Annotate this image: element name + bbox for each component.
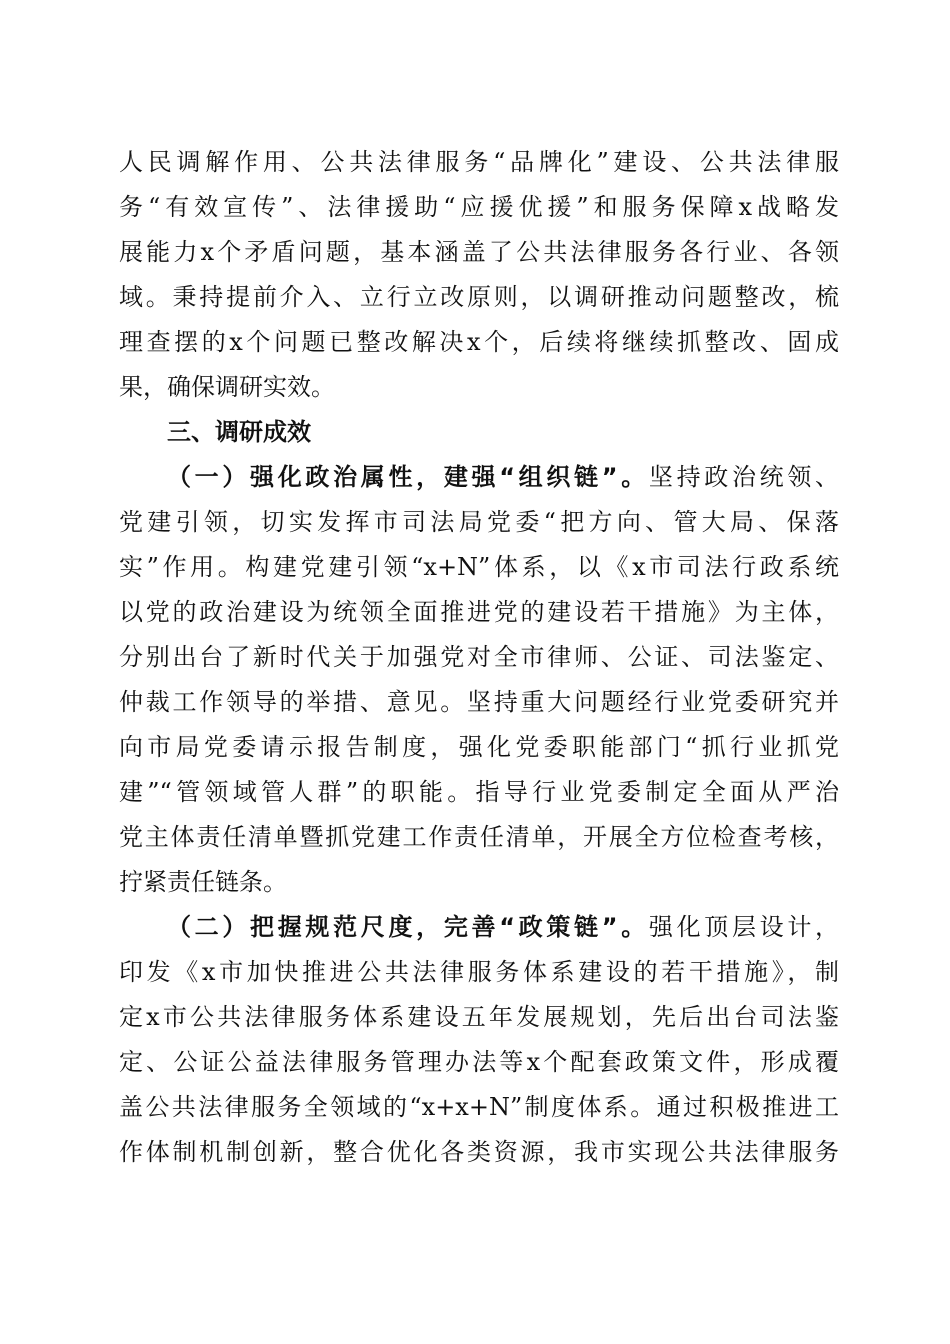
sub1-line-1: 党建引领，切实发挥市司法局党委“把方向、管大局、保落 <box>119 508 839 536</box>
sub2-lead: （二）把握规范尺度，完善“政策链”。 <box>167 913 649 941</box>
sub1-line-6: 向市局党委请示报告制度，强化党委职能部门“抓行业抓党 <box>119 733 839 761</box>
sub1-line-7: 建”“管领域管人群”的职能。指导行业党委制定全面从严治 <box>119 778 839 806</box>
document-body <box>119 140 839 1175</box>
para1-line-6: 果，确保调研实效。 <box>119 373 335 401</box>
sub2-first-rest: 强化顶层设计， <box>648 913 840 941</box>
sub1-lead: （一）强化政治属性，建强“组织链”。 <box>167 463 649 491</box>
para1-line-3: 展能力x个矛盾问题，基本涵盖了公共法律服务各行业、各领 <box>119 238 839 266</box>
para1-line-2: 务“有效宣传”、法律援助“应援优援”和服务保障x战略发 <box>119 193 839 221</box>
sub1-line-8: 党主体责任清单暨抓党建工作责任清单，开展全方位检查考核， <box>119 823 839 851</box>
para1-line-1: 人民调解作用、公共法律服务“品牌化”建设、公共法律服 <box>119 148 839 176</box>
sub1-first-rest: 坚持政治统领、 <box>648 463 840 491</box>
para1-line-4: 域。秉持提前介入、立行立改原则，以调研推动问题整改，梳 <box>119 283 839 311</box>
sub2-line-1: 印发《x市加快推进公共法律服务体系建设的若干措施》，制 <box>119 958 839 986</box>
sub1-line-3: 以党的政治建设为统领全面推进党的建设若干措施》为主体， <box>119 598 839 626</box>
sub1-line-2: 实”作用。构建党建引领“x+N”体系，以《x市司法行政系统 <box>119 553 839 581</box>
sub1-first-line <box>119 455 839 500</box>
sub2-line-5: 作体制机制创新，整合优化各类资源，我市实现公共法律服务 <box>119 1138 839 1166</box>
sub2-line-4: 盖公共法律服务全领域的“x+x+N”制度体系。通过积极推进工 <box>119 1093 839 1121</box>
section-title: 三、调研成效 <box>167 418 311 446</box>
sub1-line-4: 分别出台了新时代关于加强党对全市律师、公证、司法鉴定、 <box>119 643 839 671</box>
sub1-line-5: 仲裁工作领导的举措、意见。坚持重大问题经行业党委研究并 <box>119 688 839 716</box>
sub2-line-2: 定x市公共法律服务体系建设五年发展规划，先后出台司法鉴 <box>119 1003 839 1031</box>
sub2-first-line <box>119 905 839 950</box>
sub1-line-9: 拧紧责任链条。 <box>119 868 287 896</box>
sub2-line-3: 定、公证公益法律服务管理办法等x个配套政策文件，形成覆 <box>119 1048 839 1076</box>
para1-line-5: 理查摆的x个问题已整改解决x个，后续将继续抓整改、固成 <box>119 328 839 356</box>
